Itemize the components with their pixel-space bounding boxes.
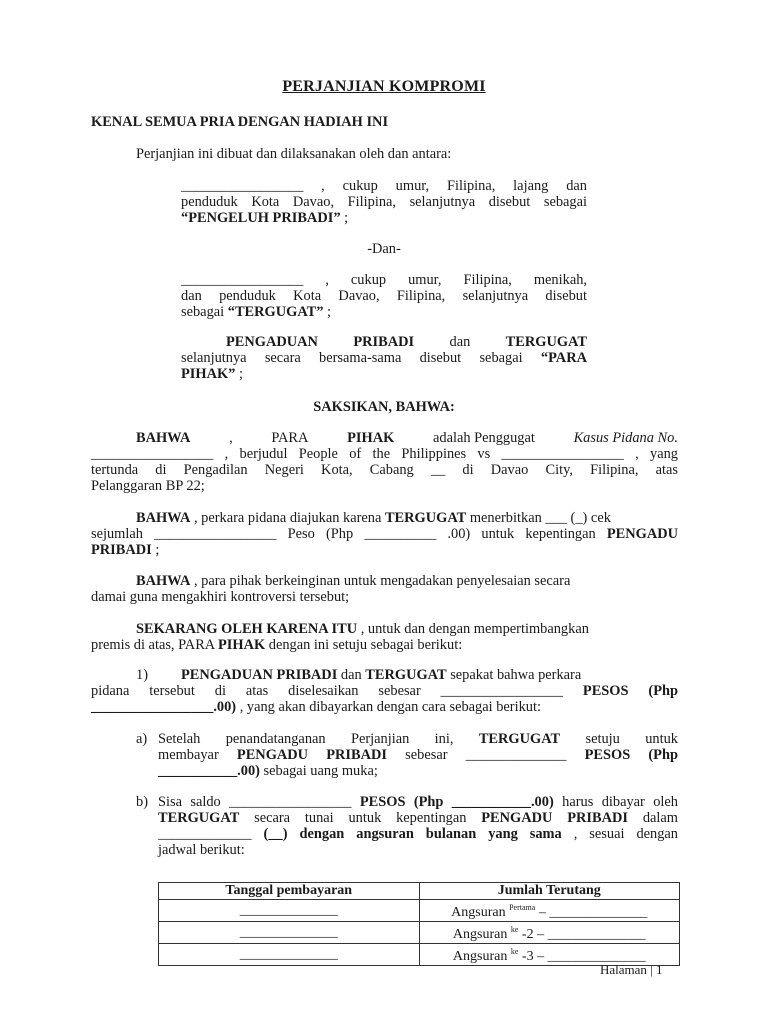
clause-b-label: b) (136, 794, 148, 810)
clause-1-line-2: pidana tersebut di atas diselesaikan sebesar _________________ PESOS (Php (91, 683, 679, 699)
whereas-2-line-3: PRIBADI ; (91, 542, 160, 558)
party-1-line-3: “PENGELUH PRIBADI” ; (181, 210, 349, 226)
intro-text: Perjanjian ini dibuat dan dilaksanakan oleh dan antara: (136, 146, 452, 162)
column-header-amount-due: Jumlah Terutang (419, 883, 680, 900)
clause-a-label: a) (136, 731, 148, 747)
party-2-line-1: _________________ , cukup umur, Filipina, menikah, (181, 272, 587, 288)
clause-b-line-1: Sisa saldo _________________ PESOS (Php ___________.00) harus dibayar oleh (158, 794, 679, 810)
now-therefore-line-2: premis di atas, PARA PIHAK dengan ini setuju sebagai berikut: (91, 637, 463, 653)
party-2-line-3: sebagai “TERGUGAT” ; (181, 304, 332, 320)
together-line-1: PENGADUAN PRIBADI dan TERGUGAT (226, 334, 587, 350)
clause-1-number: 1) (136, 667, 148, 683)
amount-due-cell: Angsuran $^{ke}$ -2 – ______________ (419, 922, 680, 944)
whereas-1-line-1: BAHWA , PARA PIHAK adalah Penggugat Kasus Pidana No. (136, 430, 678, 446)
amount-due-cell: Angsuran $^{Pertama}$ – ______________ (419, 900, 680, 922)
whereas-2-line-1: BAHWA , perkara pidana diajukan karena TERGUGAT menerbitkan ___ (_) cek (136, 510, 611, 526)
whereas-3-line-2: damai guna mengakhiri kontroversi tersebut; (91, 589, 350, 605)
whereas-1-line-3: tertunda di Pengadilan Negeri Kota, Cabang __ di Davao City, Filipina, atas (91, 462, 678, 478)
clause-b-line-4: jadwal berikut: (158, 842, 245, 858)
party-2-role: “TERGUGAT” (227, 304, 324, 320)
clause-b-line-2: TERGUGAT secara tunai untuk kepentingan PENGADU PRIBADI dalam (158, 810, 678, 826)
document-heading: KENAL SEMUA PRIA DENGAN HADIAH INI (91, 114, 389, 130)
together-line-3: PIHAK” ; (181, 366, 243, 382)
party-2-line-2: dan penduduk Kota Davao, Filipina, selanjutnya disebut (181, 288, 587, 304)
page-footer: Halaman | 1 (600, 962, 663, 977)
payment-date-cell: ______________ (159, 900, 420, 922)
payment-date-cell: ______________ (159, 922, 420, 944)
payment-date-cell: ______________ (159, 944, 420, 966)
table-row (159, 900, 680, 922)
dan-separator: -Dan- (367, 241, 401, 257)
payment-schedule-table (158, 882, 680, 966)
table-row (159, 922, 680, 944)
clause-1-line-1: PENGADUAN PRIBADI dan TERGUGAT sepakat bahwa perkara (181, 667, 582, 683)
table-header-row (159, 883, 680, 900)
amount-due-cell: Angsuran $^{ke}$ -3 – ______________ (419, 944, 680, 966)
whereas-3-line-1: BAHWA , para pihak berkeinginan untuk mengadakan penyelesaian secara (136, 573, 571, 589)
column-header-payment-date: Tanggal pembayaran (159, 883, 420, 900)
document-title: PERJANJIAN KOMPROMI (282, 78, 486, 95)
witness-heading: SAKSIKAN, BAHWA: (313, 399, 455, 415)
clause-1-line-3: _________________.00) , yang akan dibayarkan dengan cara sebagai berikut: (91, 699, 541, 715)
whereas-2-line-2: sejumlah _________________ Peso (Php __________ .00) untuk kepentingan PENGADU (91, 526, 678, 542)
now-therefore-line-1: SEKARANG OLEH KARENA ITU , untuk dan dengan mempertimbangkan (136, 621, 589, 637)
whereas-1-line-2: _________________ , berjudul People of the Philippines vs _________________ , yang (91, 446, 678, 462)
party-1-line-1: _________________ , cukup umur, Filipina, lajang dan (181, 178, 587, 194)
clause-a-line-3: ___________.00) sebagai uang muka; (158, 763, 378, 779)
whereas-1-line-4: Pelanggaran BP 22; (91, 478, 205, 494)
clause-a-line-1: Setelah penandatanganan Perjanjian ini, TERGUGAT setuju untuk (158, 731, 679, 747)
together-line-2: selanjutnya secara bersama-sama disebut sebagai “PARA (181, 350, 587, 366)
clause-b-line-3: _____________ (__) dengan angsuran bulanan yang sama , sesuai dengan (158, 826, 679, 842)
party-1-role: “PENGELUH PRIBADI” (181, 210, 341, 226)
party-1-line-2: penduduk Kota Davao, Filipina, selanjutnya disebut sebagai (181, 194, 587, 210)
clause-a-line-2: membayar PENGADU PRIBADI sebesar ______________ PESOS (Php (158, 747, 678, 763)
